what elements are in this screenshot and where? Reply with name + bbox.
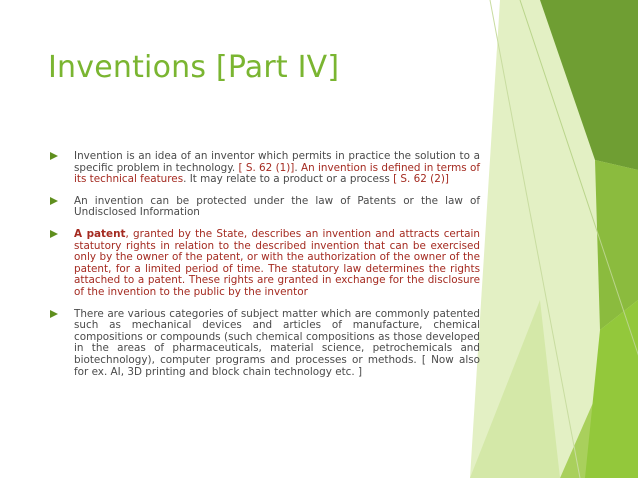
bullet-text: There are various categories of subject matter which are commonly patented such as mechanical devices and articles of manufacture, chemical compositions or compounds (such chemical compositions as those developed in the areas of pharmaceuticals, material science, petrochemicals and biotechnology), computer programs and processes or methods. [ Now also for ex. AI, 3D printing and block chain technology etc. ] (74, 307, 480, 378)
bullet-item-invention-definition (50, 151, 480, 186)
bullet-item-patent (50, 229, 480, 299)
highlighted-text: An invention is defined in terms of its technical features (74, 161, 481, 186)
bullet-item-subject-matter (50, 309, 480, 379)
section-reference: [ S. 62 (2)] (393, 173, 449, 186)
triangle-bullet-icon (50, 197, 58, 205)
triangle-bullet-icon (50, 152, 58, 160)
bullet-text: . (294, 161, 301, 174)
triangle-bullet-icon (50, 310, 58, 318)
bullet-lead-term: A patent (74, 227, 126, 240)
slide-title: Inventions [Part IV] (48, 50, 340, 85)
bullet-text: , granted by the State, describes an invention and attracts certain statutory rights in relation to the described invention that can be exercised only by the owner of the patent, or with the authorization of the owner of the patent, for a limited period of time. The statutory law determines the rights attached to a patent. These rights are granted in exchange for the disclosure of the invention to the public by the inventor (74, 227, 480, 298)
bullet-text: An invention can be protected under the law of Patents or the law of Undisclosed Information (74, 194, 480, 219)
triangle-bullet-icon (50, 230, 58, 238)
bullet-item-protection (50, 196, 480, 219)
section-reference: [ S. 62 (1)] (238, 161, 295, 174)
bullet-text: Invention is an idea of an inventor which permits in practice the solution to a specific problem in technology. (74, 150, 480, 174)
bullet-text: . It may relate to a product or a process (183, 173, 394, 186)
bullet-list (50, 151, 480, 388)
